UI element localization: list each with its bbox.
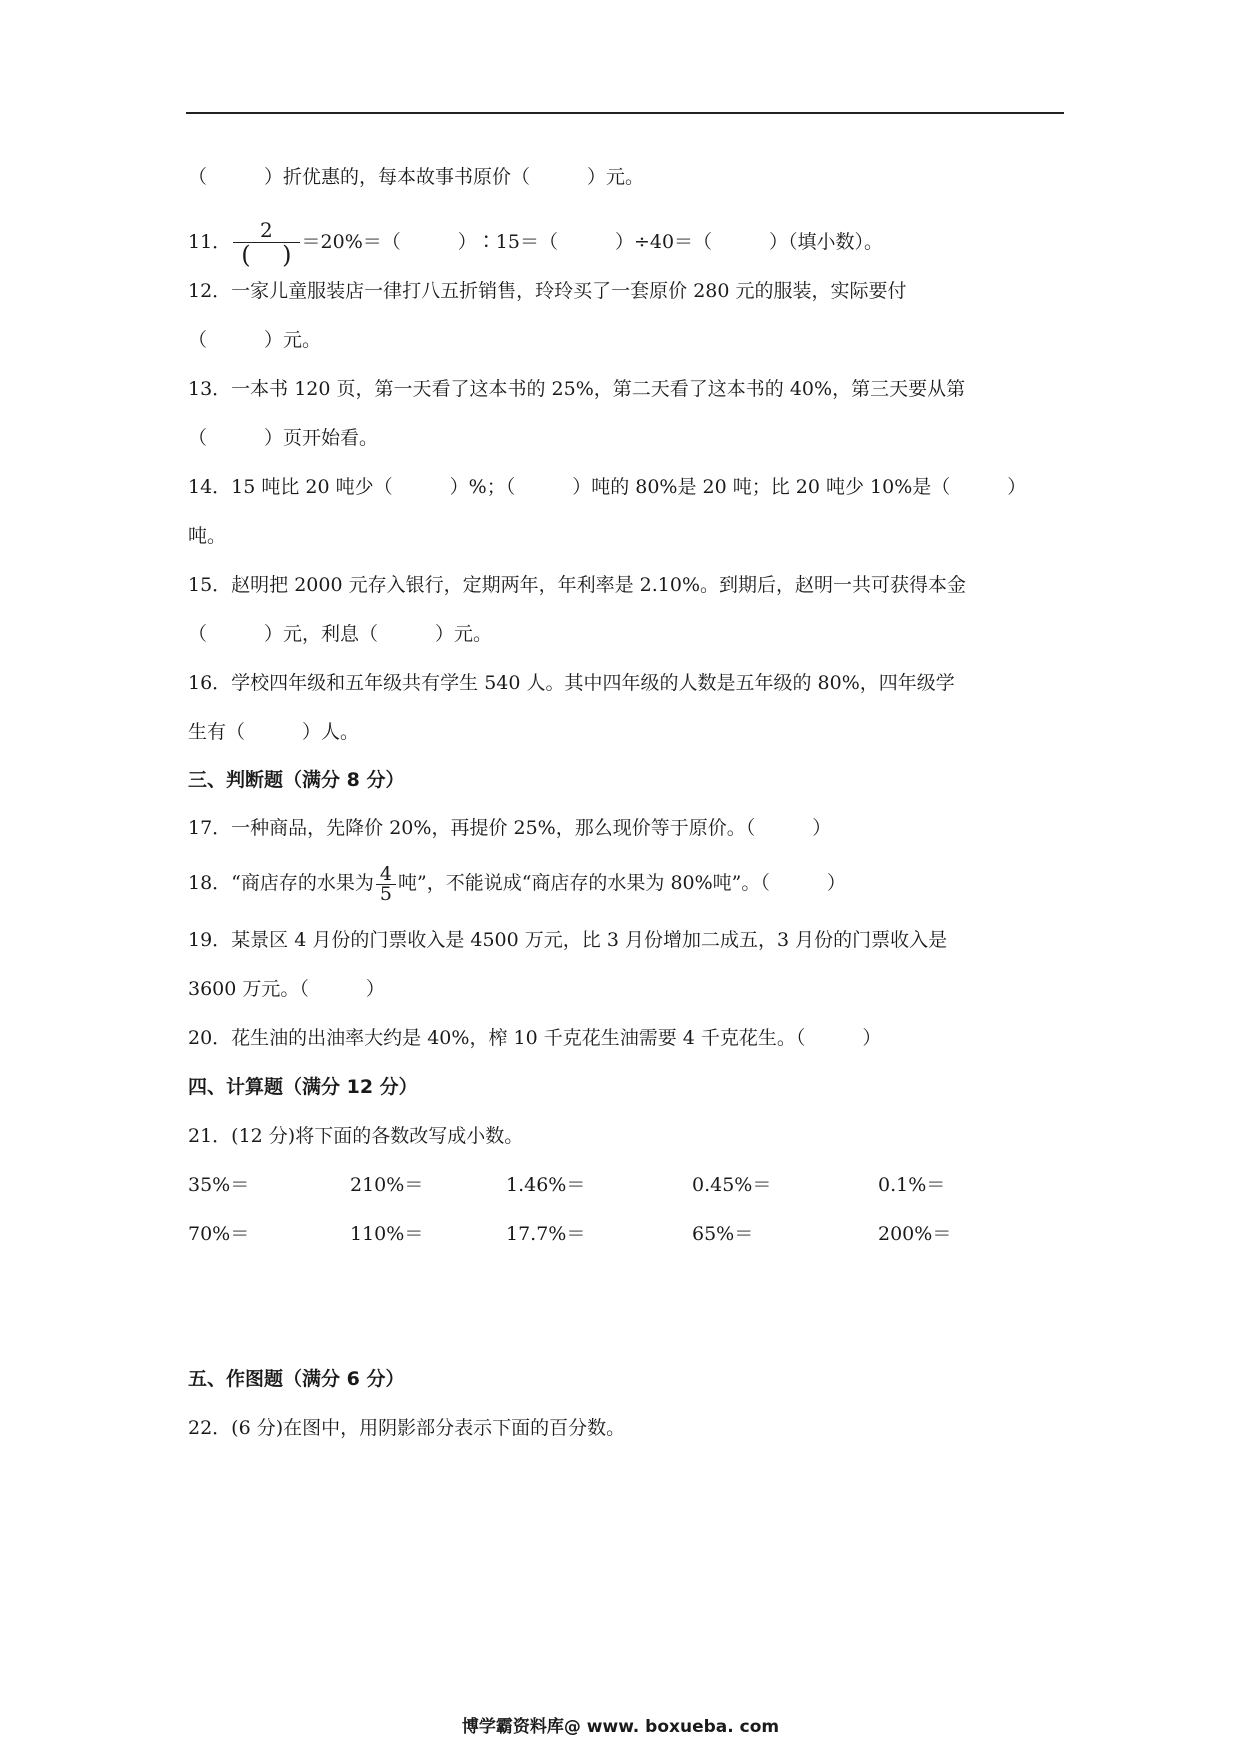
- question-14-line-1: 14．15 吨比 20 吨少（ ）%；（ ）吨的 80%是 20 吨；比 20 吨少 10%是（ ）: [188, 476, 1027, 498]
- fraction-numerator: 4: [376, 865, 396, 885]
- question-20: 20．花生油的出油率大约是 40%，榨 10 千克花生油需要 4 千克花生。（ ）: [188, 1027, 882, 1049]
- conversion-item: 110%＝: [350, 1223, 424, 1245]
- question-15-line-1: 15．赵明把 2000 元存入银行，定期两年，年利率是 2.10%。到期后，赵明一共可获得本金: [188, 574, 967, 596]
- question-12-line-1: 12．一家儿童服装店一律打八五折销售，玲玲买了一套原价 280 元的服装，实际要付: [188, 280, 907, 302]
- question-14-line-2: 吨。: [188, 525, 227, 547]
- question-10-continuation: （ ）折优惠的，每本故事书原价（ ）元。: [188, 166, 645, 188]
- question-16-line-1: 16．学校四年级和五年级共有学生 540 人。其中四年级的人数是五年级的 80%，四年级学: [188, 672, 955, 694]
- fraction-denominator-blank: ( ): [241, 240, 292, 269]
- question-18-text-end: 吨”，不能说成“商店存的水果为 80%吨”。（ ）: [397, 872, 846, 894]
- question-16-line-2: 生有（ ）人。: [188, 721, 360, 743]
- conversion-item: 200%＝: [878, 1223, 952, 1245]
- conversion-item: 65%＝: [692, 1223, 754, 1245]
- conversion-item: 1.46%＝: [506, 1174, 586, 1196]
- conversion-item: 0.1%＝: [878, 1174, 946, 1196]
- conversion-item: 210%＝: [350, 1174, 424, 1196]
- conversion-item: 70%＝: [188, 1223, 250, 1245]
- section-3-heading: 三、判断题（满分 8 分）: [188, 769, 405, 791]
- question-18-fraction: [376, 862, 396, 905]
- question-15-line-2: （ ）元，利息（ ）元。: [188, 623, 493, 645]
- conversion-item: 35%＝: [188, 1174, 250, 1196]
- question-12-line-2: （ ）元。: [188, 329, 322, 351]
- fraction-numerator: 2: [233, 220, 299, 243]
- question-21: 21．(12 分)将下面的各数改写成小数。: [188, 1125, 524, 1147]
- question-11-fraction: [233, 217, 299, 269]
- fraction-denominator: 5: [379, 882, 392, 905]
- question-11: [188, 217, 1068, 269]
- question-18: [188, 858, 1068, 908]
- question-11-number: 11．: [188, 231, 232, 253]
- section-4-heading: 四、计算题（满分 12 分）: [188, 1076, 418, 1098]
- section-5-heading: 五、作图题（满分 6 分）: [188, 1368, 405, 1390]
- question-18-text-start: 18．“商店存的水果为: [188, 872, 374, 894]
- question-19-line-1: 19．某景区 4 月份的门票收入是 4500 万元，比 3 月份增加二成五，3 月份的门票收入是: [188, 929, 948, 951]
- question-17: 17．一种商品，先降价 20%，再提价 25%，那么现价等于原价。（ ）: [188, 817, 832, 839]
- header-rule: [186, 112, 1064, 114]
- question-13-line-2: （ ）页开始看。: [188, 427, 379, 449]
- footer-watermark: 博学霸资料库@ www. boxueba. com: [461, 1717, 780, 1737]
- question-11-text: ＝20%＝（ ）∶15＝（ ）÷40＝（ ）（填小数）。: [301, 231, 884, 253]
- question-22: 22．(6 分)在图中，用阴影部分表示下面的百分数。: [188, 1417, 626, 1439]
- question-13-line-1: 13．一本书 120 页，第一天看了这本书的 25%，第二天看了这本书的 40%，第三天要从第: [188, 378, 966, 400]
- conversion-item: 17.7%＝: [506, 1223, 586, 1245]
- conversion-item: 0.45%＝: [692, 1174, 772, 1196]
- question-19-line-2: 3600 万元。（ ）: [188, 978, 385, 1000]
